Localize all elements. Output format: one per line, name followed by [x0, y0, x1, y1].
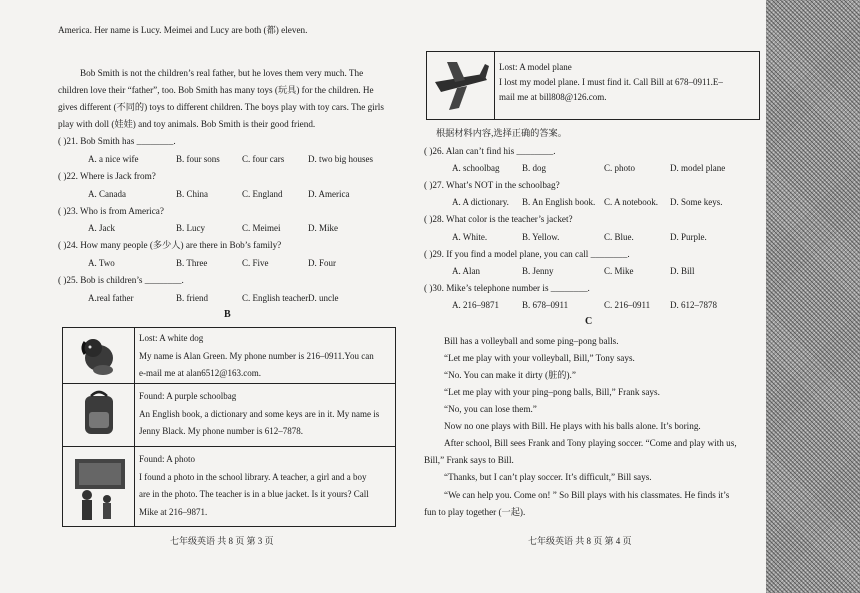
- option: D. Some keys.: [670, 197, 723, 207]
- notice-body: are in the photo. The teacher is in a blue jacket. Is it yours? Call: [139, 489, 369, 499]
- option: A. Two: [88, 258, 115, 268]
- passage-line: Bill has a volleyball and some ping–pong balls.: [444, 336, 619, 346]
- passage-line: gives different (不同的) toys to different children. The boys play with toy cars. The girls: [58, 102, 384, 112]
- option: A. 216–9871: [452, 300, 499, 310]
- option: D. Bill: [670, 266, 695, 276]
- notice-title: Lost: A model plane: [499, 62, 572, 72]
- option: C. England: [242, 189, 283, 199]
- notice-body: I lost my model plane. I must find it. Call Bill at 678–0911.E–: [499, 77, 723, 87]
- option: A.real father: [88, 293, 134, 303]
- option: A. White.: [452, 232, 488, 242]
- schoolbag-picture: [63, 384, 135, 446]
- notice-body: I found a photo in the school library. A teacher, a girl and a boy: [139, 471, 367, 482]
- left-page: [0, 0, 420, 593]
- option: C. Five: [242, 258, 269, 268]
- option: B. dog: [522, 163, 547, 173]
- notice-title: Lost: A white dog: [139, 333, 204, 343]
- option: D. America: [308, 189, 350, 199]
- option: B. 678–0911: [522, 300, 569, 310]
- option: B. Lucy: [176, 223, 205, 233]
- option: D. two big houses: [308, 154, 373, 164]
- dog-picture: [63, 328, 135, 383]
- passage-line: “Let me play with your volleyball, Bill,” Tony says.: [444, 353, 635, 363]
- question-27: ( )27. What’s NOT in the schoolbag?: [424, 180, 560, 190]
- option: B. four sons: [176, 154, 220, 164]
- page-footer: 七年级英语 共 8 页 第 3 页: [170, 536, 274, 546]
- option: C. Mike: [604, 266, 634, 276]
- passage-line: “No, you can lose them.”: [444, 404, 537, 414]
- passage-line: After school, Bill sees Frank and Tony playing soccer. “Come and play with us,: [444, 438, 737, 448]
- passage-line: “No. You can make it dirty (脏的).”: [444, 370, 576, 380]
- section-c-heading: C: [585, 316, 593, 327]
- option: C. photo: [604, 163, 636, 173]
- notice-body: Mike at 216–9871.: [139, 506, 208, 517]
- notice-found-photo: [63, 446, 395, 527]
- notice-body: My name is Alan Green. My phone number is 216–0911.You can: [139, 350, 374, 361]
- passage-line: fun to play together (一起).: [424, 507, 526, 517]
- notice-body: e-mail me at alan6512@163.com.: [139, 368, 262, 378]
- question-24: ( )24. How many people (多少人) are there in Bob’s family?: [58, 240, 282, 250]
- section-b-heading: B: [224, 309, 231, 320]
- option: D. Purple.: [670, 232, 707, 242]
- instruction: 根据材料内容,选择正确的答案。: [436, 128, 567, 138]
- option: C. Blue.: [604, 232, 634, 242]
- notice-body: Jenny Black. My phone number is 612–7878.: [139, 426, 303, 436]
- option: B. An English book.: [522, 197, 596, 207]
- option: A. Canada: [88, 189, 126, 199]
- question-26: ( )26. Alan can’t find his ________.: [424, 146, 556, 156]
- question-25: ( )25. Bob is children’s ________.: [58, 275, 184, 285]
- question-30: ( )30. Mike’s telephone number is ________.: [424, 283, 590, 293]
- question-29: ( )29. If you find a model plane, you can call ________.: [424, 249, 630, 259]
- option: B. Yellow.: [522, 232, 560, 242]
- option: C. A notebook.: [604, 197, 659, 207]
- passage-line: “Let me play with your ping–pong balls, Bill,” Frank says.: [444, 387, 660, 397]
- option: D. uncle: [308, 293, 339, 303]
- notice-title: Found: A photo: [139, 454, 196, 464]
- passage-line: children love their “father”, too. Bob Smith has many toys (玩具) for the children. He: [58, 85, 374, 95]
- scan-edge-texture: [766, 0, 860, 593]
- question-21: ( )21. Bob Smith has ________.: [58, 136, 176, 146]
- option: B. China: [176, 189, 209, 199]
- option: C. four cars: [242, 154, 285, 164]
- passage-line: Bob Smith is not the children’s real father, but he loves them very much. The: [80, 68, 364, 78]
- notice-board: [62, 327, 396, 527]
- question-23: ( )23. Who is from America?: [58, 206, 164, 216]
- right-page: [420, 0, 766, 593]
- option: A. Jack: [88, 223, 115, 233]
- option: B. Jenny: [522, 266, 554, 276]
- option: C. English teacher: [242, 293, 309, 303]
- page-footer: 七年级英语 共 8 页 第 4 页: [528, 536, 632, 546]
- notice-body: An English book, a dictionary and some keys are in it. My name is: [139, 408, 380, 419]
- option: D. Mike: [308, 223, 338, 233]
- notice-title: Found: A purple schoolbag: [139, 391, 237, 401]
- option: B. friend: [176, 293, 208, 303]
- passage-line: Bill,” Frank says to Bill.: [424, 455, 514, 465]
- option: C. 216–0911: [604, 300, 651, 310]
- passage-line: America. Her name is Lucy. Meimei and Lucy are both (都) eleven.: [58, 25, 308, 35]
- notice-found-schoolbag: [63, 383, 395, 446]
- notice-body: mail me at bill808@126.com.: [499, 92, 607, 102]
- option: A. A dictionary.: [452, 197, 509, 207]
- option: A. schoolbag: [452, 163, 500, 173]
- passage-line: “Thanks, but I can’t play soccer. It’s difficult,” Bill says.: [444, 472, 652, 482]
- plane-picture: [427, 52, 495, 119]
- option: A. Alan: [452, 266, 480, 276]
- option: D. model plane: [670, 163, 726, 173]
- question-28: ( )28. What color is the teacher’s jacket?: [424, 214, 573, 224]
- passage-line: “We can help you. Come on! ” So Bill plays with his classmates. He finds it’s: [444, 490, 730, 500]
- photo-picture: [63, 447, 135, 527]
- notice-lost-dog: [63, 328, 395, 383]
- option: B. Three: [176, 258, 208, 268]
- option: D. Four: [308, 258, 337, 268]
- option: A. a nice wife: [88, 154, 139, 164]
- passage-line: Now no one plays with Bill. He plays with his balls alone. It’s boring.: [444, 421, 701, 431]
- option: D. 612–7878: [670, 300, 717, 310]
- option: C. Meimei: [242, 223, 281, 233]
- passage-line: play with doll (娃娃) and toy animals. Bob Smith is their good friend.: [58, 119, 316, 129]
- question-22: ( )22. Where is Jack from?: [58, 171, 156, 181]
- notice-lost-plane: [426, 51, 760, 120]
